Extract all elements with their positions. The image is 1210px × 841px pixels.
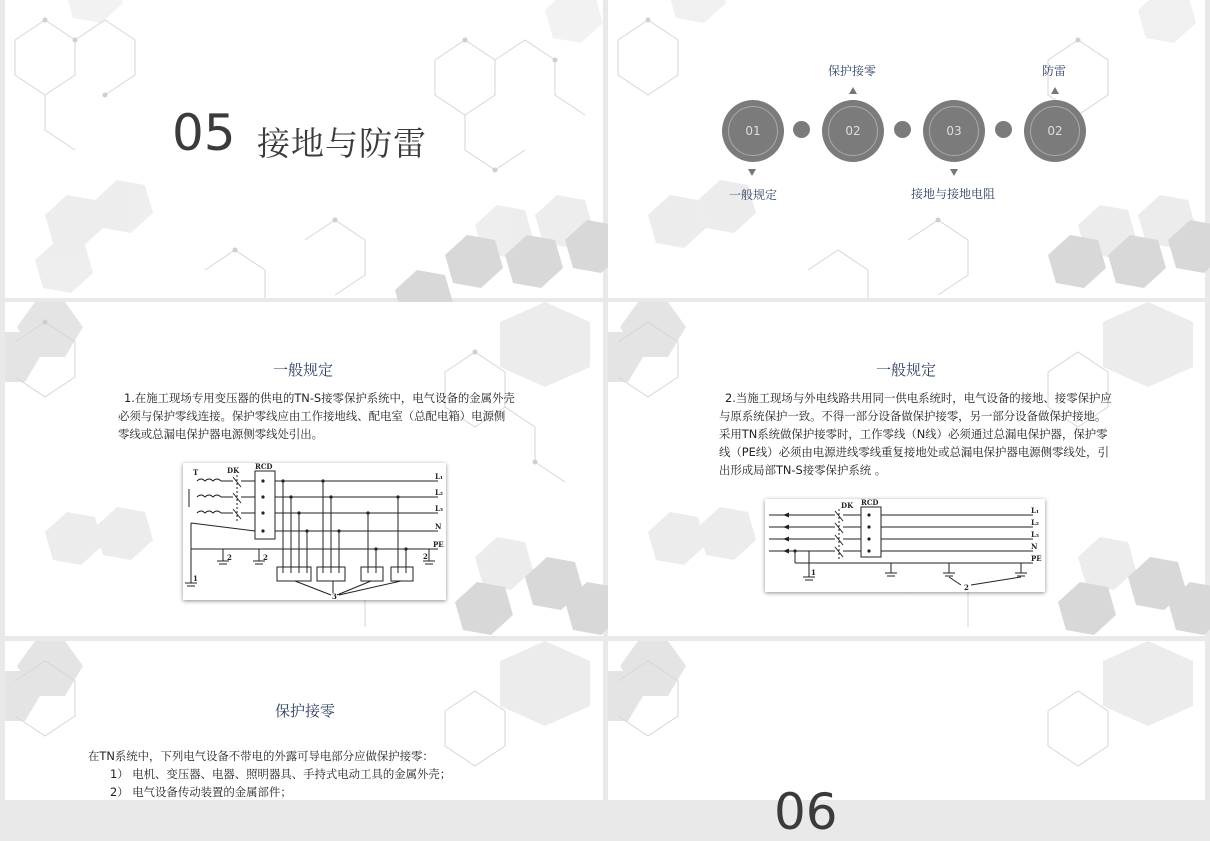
list-item: 2） 电气设备传动装置的金属部件； [110, 785, 292, 799]
paragraph-line: 2.当施工现场与外电线路共用同一供电系统时，电气设备的接地、接零保护应 [725, 391, 1112, 405]
label-ground-2b: 2 [263, 553, 268, 562]
slide-heading: 一般规定 [273, 361, 334, 379]
step-circle-3[interactable] [923, 100, 985, 162]
local-tn-s-circuit-diagram [765, 499, 1045, 592]
label-l1: L₁ [435, 472, 443, 481]
label-loads-3: 3 [332, 592, 337, 601]
label-n: N [435, 522, 442, 531]
label-n: N [1031, 542, 1038, 551]
paragraph-line: 采用TN系统做保护接零时，工作零线（N线）必须通过总漏电保护器，保护零 [719, 427, 1108, 441]
paragraph-line: 1.在施工现场专用变压器的供电的TN-S接零保护系统中，电气设备的金属外壳 [124, 391, 515, 405]
tn-s-circuit-diagram [183, 463, 446, 600]
label-l2: L₂ [1031, 518, 1039, 527]
label-t: T [193, 468, 199, 477]
step-circle-1[interactable] [722, 100, 784, 162]
slide-general-rules-2[interactable] [608, 302, 1205, 636]
arrow-down-icon [950, 169, 958, 176]
paragraph-line: 零线或总漏电保护器电源侧零线处引出。 [118, 427, 324, 441]
rule-list [88, 747, 558, 801]
list-item: 1） 电机、变压器、电器、照明器具、手持式电动工具的金属外壳； [110, 767, 452, 781]
arrow-up-icon [1051, 87, 1059, 94]
paragraph-line: 出形成局部TN-S接零保护系统 。 [719, 463, 887, 477]
connector-dot-2 [894, 121, 911, 138]
label-rcd: RCD [861, 498, 879, 507]
label-ground-2a: 2 [227, 553, 232, 562]
slide-table-of-contents[interactable] [608, 0, 1205, 298]
section-number: 06 [774, 783, 838, 841]
connector-dot-3 [995, 121, 1012, 138]
section-number: 05 [172, 104, 236, 162]
label-l3: L₃ [435, 504, 443, 513]
label-l1: L₁ [1031, 506, 1039, 515]
label-pe: PE [1031, 554, 1042, 563]
arrow-up-icon [849, 87, 857, 94]
paragraph-line: 与原系统保护一致。不得一部分设备做保护接零，另一部分设备做保护接地。 [719, 409, 1107, 423]
rule-paragraph [719, 389, 1139, 479]
section-title: 接地与防雷 [257, 124, 427, 163]
label-l2: L₂ [435, 488, 443, 497]
step-number-1: 01 [728, 106, 778, 156]
connector-dot-1 [793, 121, 810, 138]
paragraph-line: 必须与保护零线连接。保护零线应由工作接地线、配电室（总配电箱）电源侧 [118, 409, 506, 423]
circuit-drawing [183, 463, 446, 600]
paragraph-line: 线（PE线）必须由电源进线零线重复接地处或总漏电保护器电源侧零线处，引 [719, 445, 1109, 459]
step-number-4: 02 [1030, 106, 1080, 156]
label-ground-1: 1 [811, 568, 816, 577]
label-rcd: RCD [255, 462, 273, 471]
label-l3: L₃ [1031, 530, 1039, 539]
label-pe: PE [433, 540, 444, 549]
slide-heading: 保护接零 [275, 702, 336, 720]
label-ground-2c: 2 [423, 552, 428, 561]
rule-paragraph [118, 389, 528, 443]
slide-protective-neutral[interactable] [5, 641, 603, 800]
slide-section-05[interactable] [5, 0, 603, 298]
step-label-2[interactable]: 保护接零 [828, 64, 877, 78]
step-circle-2[interactable] [822, 100, 884, 162]
slide-general-rules-1[interactable] [5, 302, 603, 636]
arrow-down-icon [748, 169, 756, 176]
slide-section-06[interactable] [608, 641, 1205, 841]
label-dk: DK [841, 501, 854, 510]
step-label-4[interactable]: 防雷 [1042, 64, 1067, 78]
step-number-2: 02 [828, 106, 878, 156]
hexagon-background [608, 641, 1205, 800]
label-ground-2: 2 [964, 583, 969, 592]
slide-heading: 一般规定 [876, 361, 937, 379]
circuit-drawing [765, 499, 1045, 592]
step-label-1[interactable]: 一般规定 [729, 188, 778, 202]
step-label-3[interactable]: 接地与接地电阻 [911, 187, 996, 201]
label-ground-1: 1 [193, 574, 198, 583]
label-dk: DK [227, 466, 240, 475]
step-number-3: 03 [929, 106, 979, 156]
hexagon-background [608, 0, 1205, 298]
list-intro: 在TN系统中，下列电气设备不带电的外露可导电部分应做保护接零： [88, 749, 434, 763]
step-circle-4[interactable] [1024, 100, 1086, 162]
